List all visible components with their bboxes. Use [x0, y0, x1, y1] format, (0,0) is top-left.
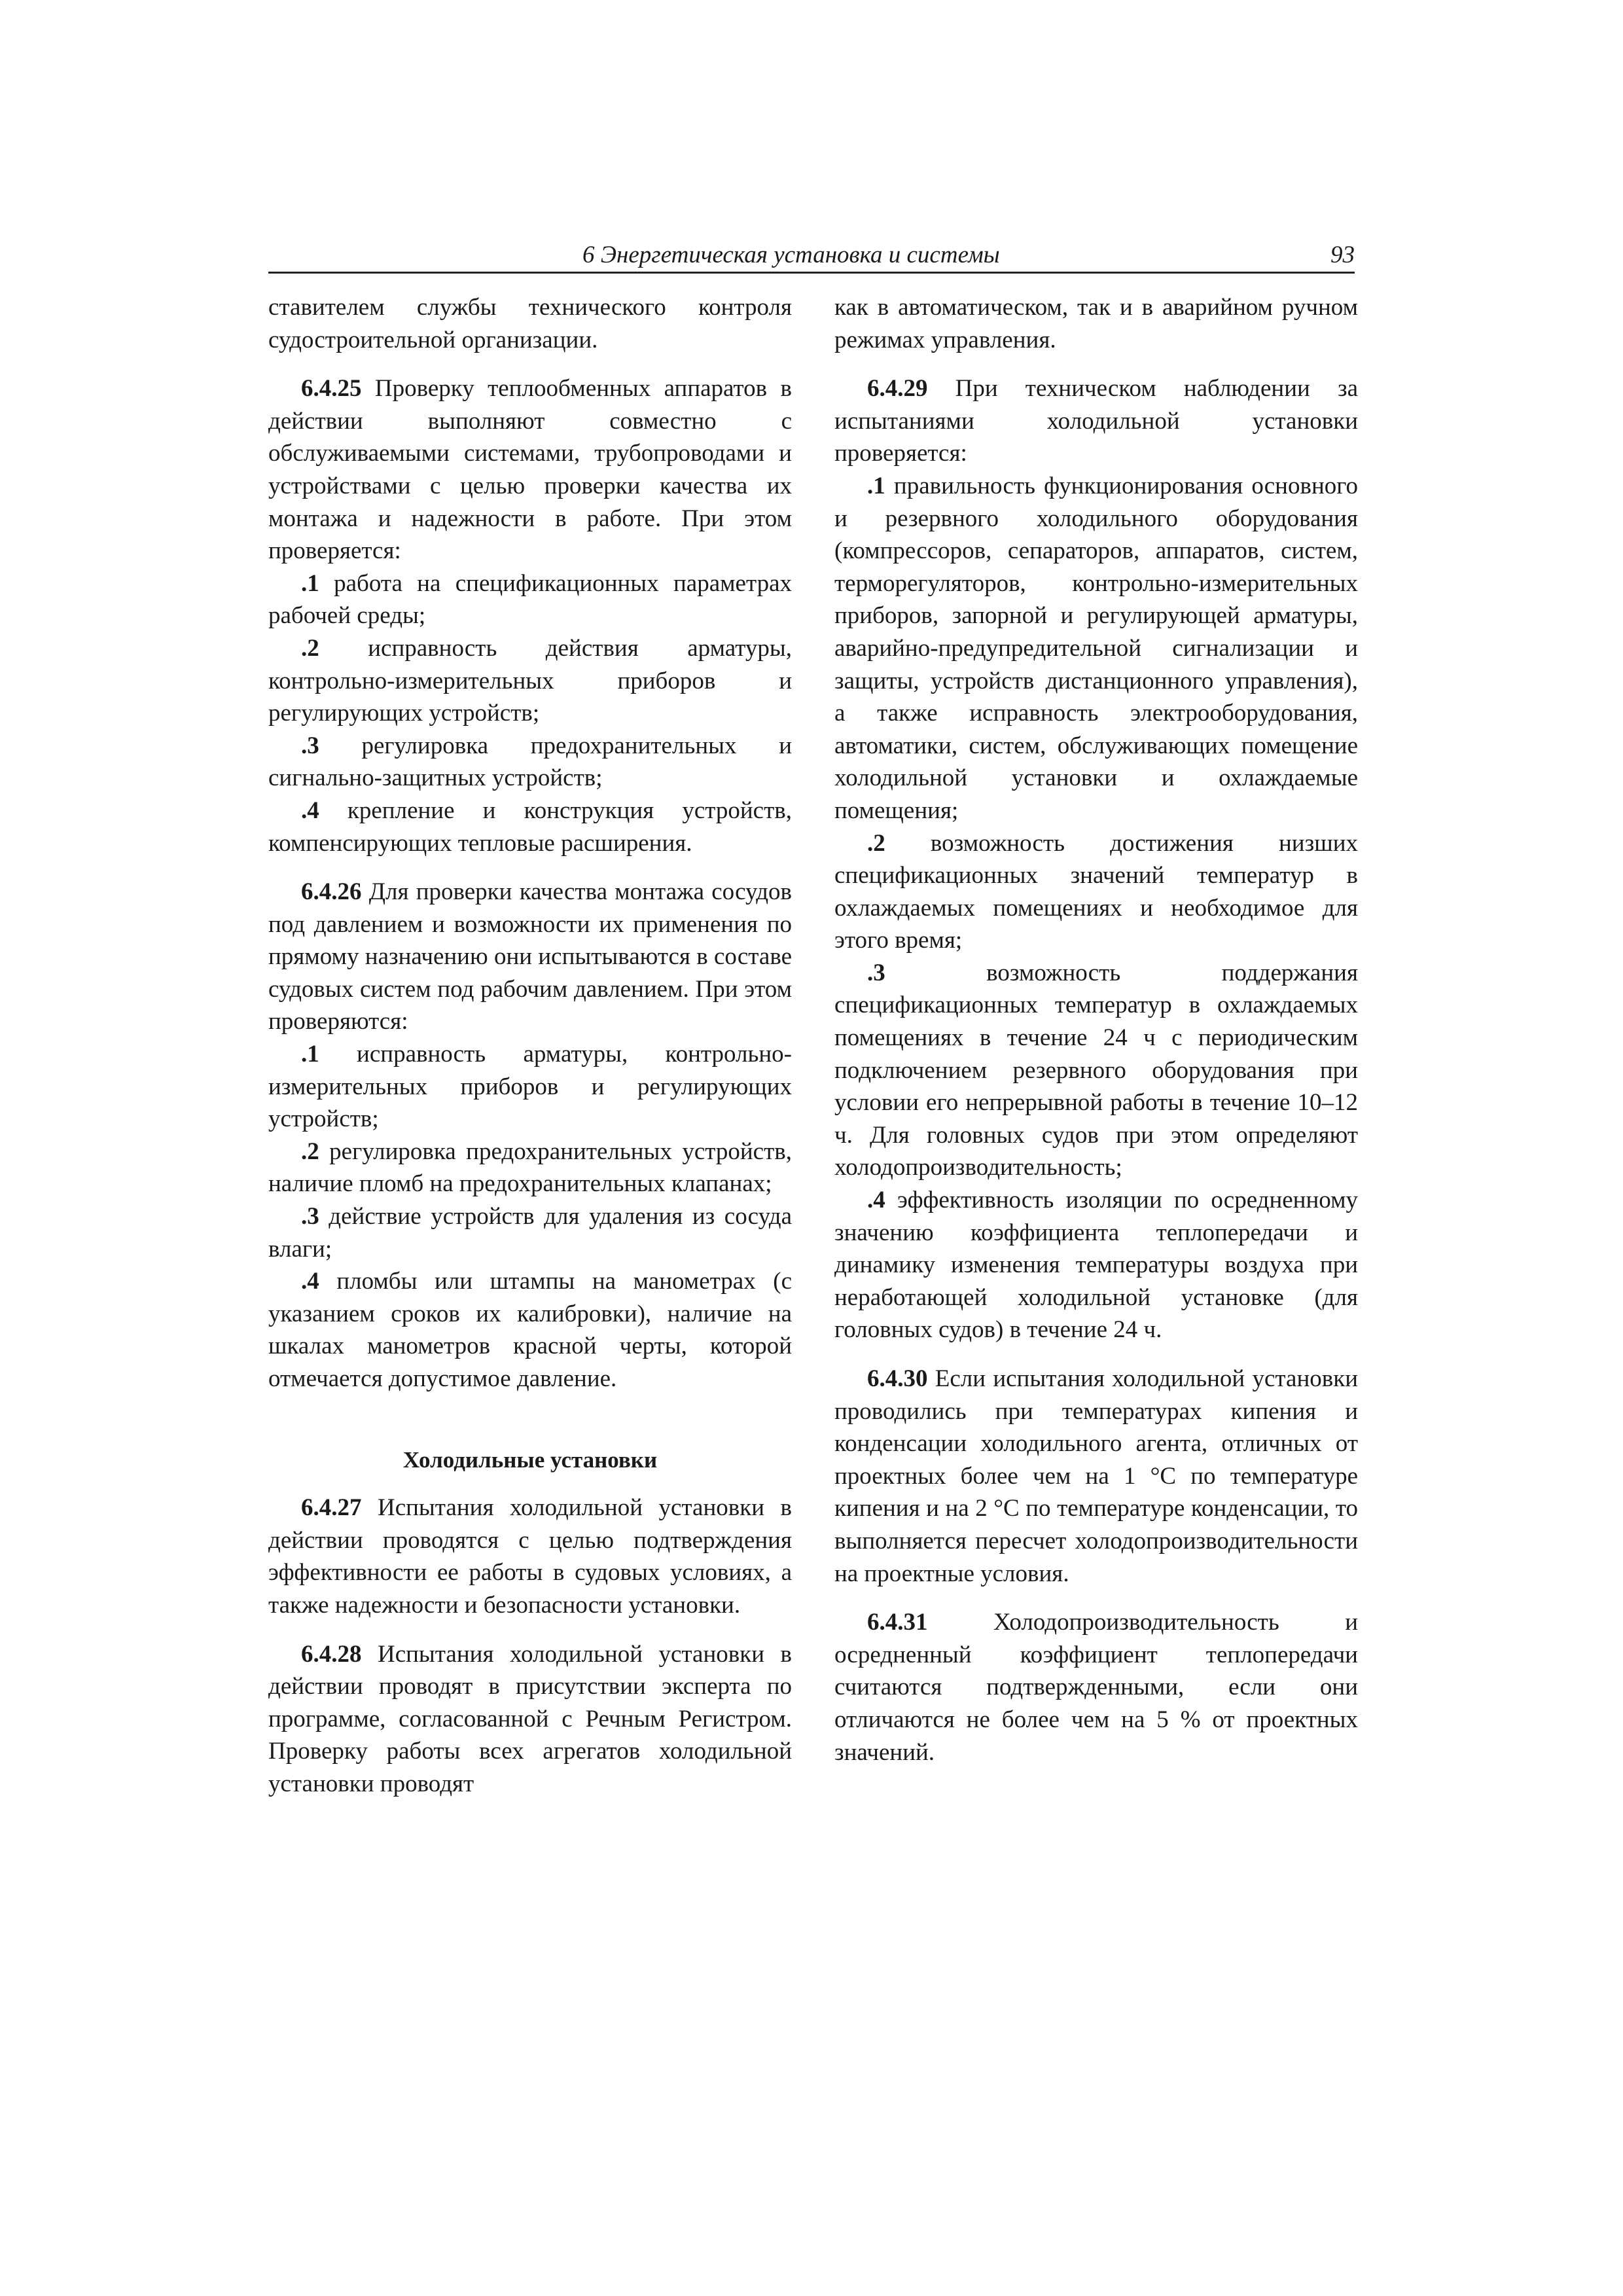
left-column — [268, 291, 792, 1801]
item-text: регулировка предохранительных устройств, наличие пломб на предохранительных клапанах; — [268, 1138, 792, 1198]
clause-6-4-30 — [834, 1363, 1358, 1590]
paragraph-continuation: ставителем службы технического контроля судостроительной организации. — [268, 294, 792, 353]
item-text: крепление и конструкция устройств, компенсирующих тепловые расширения. — [268, 797, 792, 857]
list-item — [268, 567, 792, 632]
list-item — [268, 632, 792, 730]
clause-6-4-31 — [834, 1606, 1358, 1768]
page-number: 93 — [1330, 242, 1355, 268]
item-number: .4 — [867, 1187, 885, 1214]
clause-number: 6.4.27 — [301, 1494, 362, 1522]
list-item — [834, 957, 1358, 1184]
list-item — [268, 730, 792, 795]
clause-number: 6.4.29 — [867, 375, 928, 403]
clause-text: Проверку теплообменных аппаратов в действии выполняют совместно с обслуживаемыми системами, трубопроводами и устройствами с целью проверки качества их монтажа и надежности в работе. При этом проверяется: — [268, 375, 792, 565]
clause-6-4-28 — [268, 1638, 792, 1801]
clause-text: Испытания холодильной установки в действии проводят в присутствии эксперта по программе, согласованной с Речным Регистром. Проверку работы всех агрегатов холодильной установки проводят — [268, 1640, 792, 1797]
clause-number: 6.4.31 — [867, 1609, 928, 1636]
list-item — [834, 1184, 1358, 1346]
list-item — [268, 1265, 792, 1395]
clause-6-4-29 — [834, 372, 1358, 470]
item-text: исправность действия арматуры, контрольно-измерительных приборов и регулирующих устройств; — [268, 634, 792, 727]
clause-6-4-26 — [268, 876, 792, 1038]
clause-number: 6.4.25 — [301, 375, 362, 403]
item-text: действие устройств для удаления из сосуда влаги; — [268, 1203, 792, 1263]
list-item — [268, 1200, 792, 1265]
item-number: .2 — [301, 1138, 319, 1165]
list-item — [268, 1038, 792, 1136]
list-item — [268, 1136, 792, 1200]
item-text: эффективность изоляции по осредненному значению коэффициента теплопередачи и динамику изменения температуры воздуха при неработающей холодильной установке (для головных судов) в течение 24 ч. — [834, 1187, 1358, 1344]
item-text: пломбы или штампы на манометрах (с указанием сроков их калибровки), наличие на шкалах манометров красной черты, которой отмечается допустимое давление. — [268, 1268, 792, 1392]
item-text: правильность функционирования основного и резервного холодильного оборудования (компрессоров, сепараторов, аппаратов, систем, терморегуляторов, контрольно-измерительных приборов, запорной и регулирующей арматуры, аварийно-предупредительной сигнализации и защиты, устройств дистанционного управления), а также исправность электрооборудования, автоматики, систем, обслуживающих помещение холодильной установки и охлаждаемые помещения; — [834, 472, 1358, 824]
right-column — [834, 291, 1358, 1768]
item-text: возможность достижения низших спецификационных значений температур в охлаждаемых помещениях и необходимое для этого время; — [834, 829, 1358, 954]
item-number: .3 — [867, 959, 885, 986]
item-number: .4 — [301, 797, 319, 824]
item-number: .3 — [301, 732, 319, 759]
running-header — [268, 239, 1355, 274]
clause-text: Холодопроизводительность и осредненный коэффициент теплопередачи считаются подтвержденными, если они отличаются не более чем на 5 % от проектных значений. — [834, 1609, 1358, 1766]
list-item — [834, 470, 1358, 827]
list-item — [268, 795, 792, 859]
item-number: .1 — [867, 472, 885, 499]
clause-number: 6.4.30 — [867, 1365, 928, 1392]
item-text: регулировка предохранительных и сигнально-защитных устройств; — [268, 732, 792, 792]
paragraph-continuation: как в автоматическом, так и в аварийном ручном режимах управления. — [834, 294, 1358, 353]
clause-number: 6.4.28 — [301, 1640, 362, 1668]
section-heading: Холодильные установки — [402, 1446, 658, 1473]
clause-text: Испытания холодильной установки в действии проводятся с целью подтверждения эффективности ее работы в судовых условиях, а также надежности и безопасности установки. — [268, 1494, 792, 1619]
item-number: .1 — [301, 569, 319, 597]
clause-text: При техническом наблюдении за испытаниями холодильной установки проверяется: — [834, 375, 1358, 467]
list-item — [834, 827, 1358, 957]
clause-text: Для проверки качества монтажа сосудов под давлением и возможности их применения по прямому назначению они испытываются в составе судовых систем под рабочим давлением. При этом проверяются: — [268, 878, 792, 1035]
item-text: возможность поддержания спецификационных температур в охлаждаемых помещениях в течение 24 ч с периодическим подключением резервного оборудования при условии его непрерывной работы в течение 10–12 ч. Для головных судов при этом определяют холодопроизводительность; — [834, 959, 1358, 1181]
item-number: .3 — [301, 1203, 319, 1230]
item-number: .2 — [301, 634, 319, 662]
clause-6-4-27 — [268, 1492, 792, 1621]
item-text: работа на спецификационных параметрах рабочей среды; — [268, 569, 792, 630]
running-title: 6 Энергетическая установка и системы — [582, 242, 1000, 268]
item-text: исправность арматуры, контрольно-измерительных приборов и регулирующих устройств; — [268, 1041, 792, 1133]
item-number: .4 — [301, 1268, 319, 1295]
clause-6-4-25 — [268, 372, 792, 567]
clause-number: 6.4.26 — [301, 878, 362, 906]
item-number: .1 — [301, 1041, 319, 1068]
item-number: .2 — [867, 829, 885, 857]
clause-text: Если испытания холодильной установки проводились при температурах кипения и конденсации холодильного агента, отличных от проектных более чем на 1 °С по температуре кипения и на 2 °С по температуре конденсации, то выполняется пересчет холодопроизводительности на проектные условия. — [834, 1365, 1358, 1587]
